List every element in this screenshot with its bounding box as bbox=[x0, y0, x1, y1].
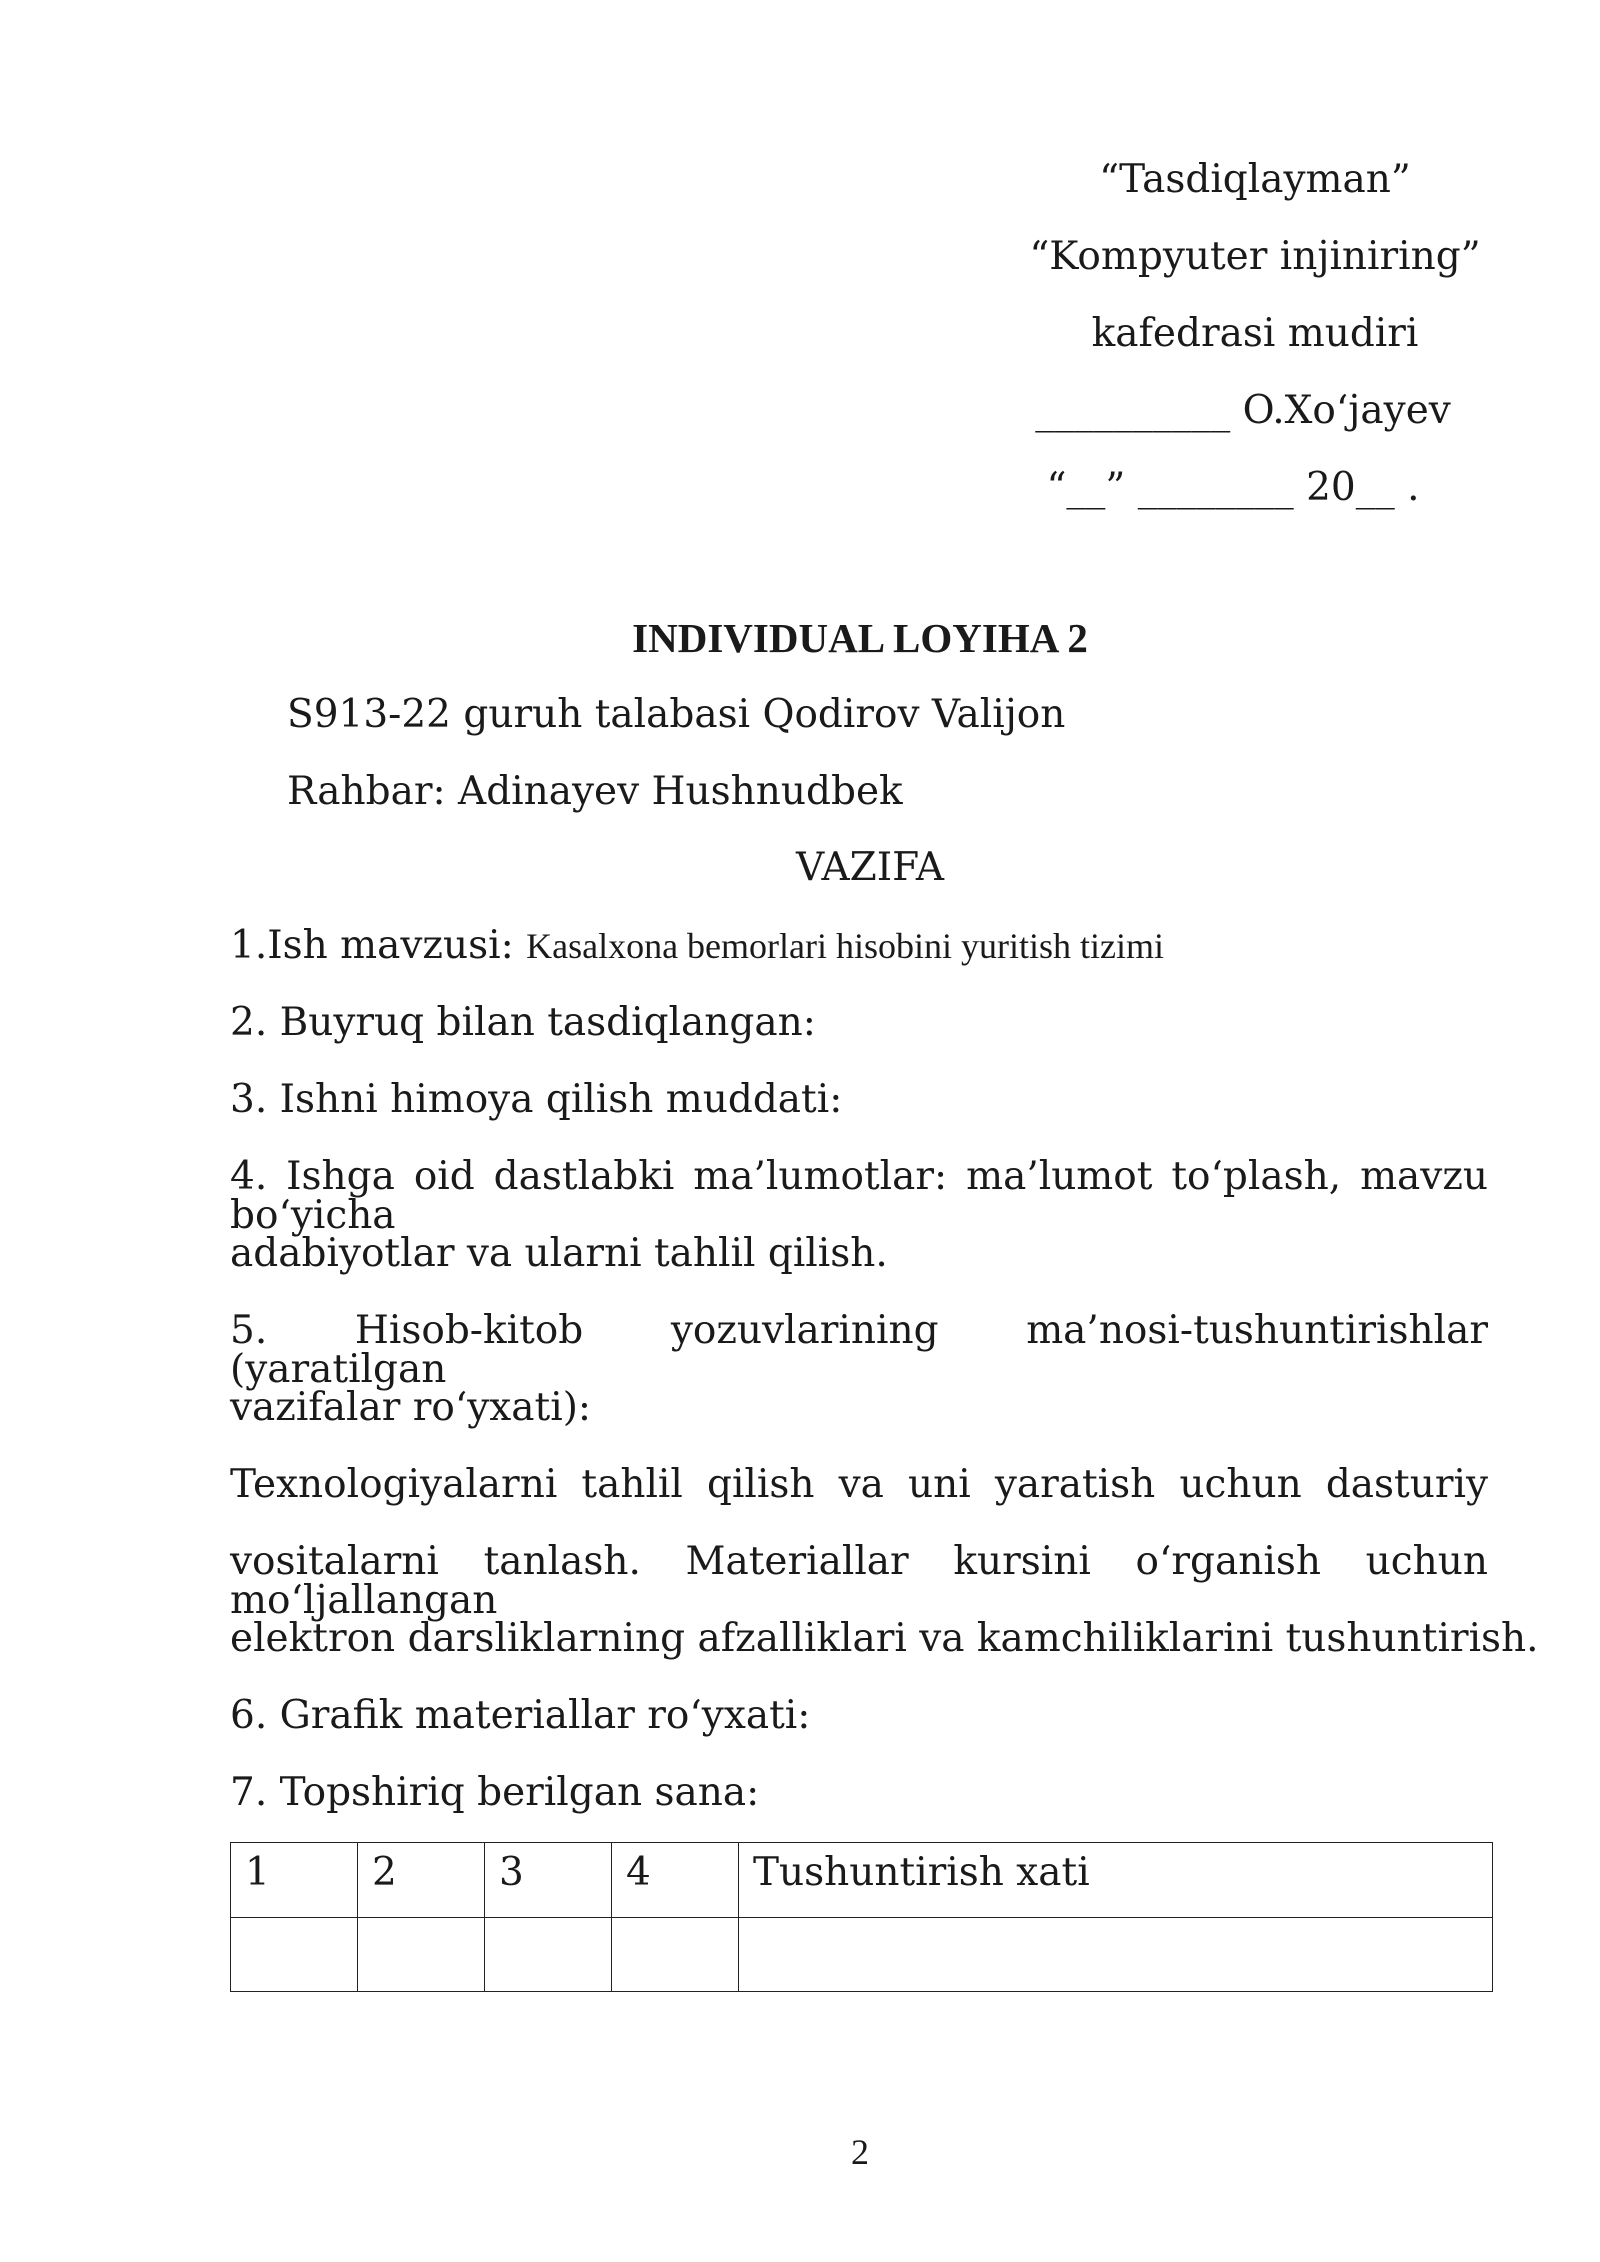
approval-signature-line: __________ O.Xo‘jayev bbox=[1035, 388, 1451, 433]
schedule-table bbox=[230, 1842, 1493, 1992]
item-4-line-2: adabiyotlar va ularni tahlil qilish. bbox=[230, 1231, 888, 1276]
student-line: S913-22 guruh talabasi Qodirov Valijon bbox=[287, 692, 1066, 737]
table-cell bbox=[485, 1917, 612, 1992]
item-5-line-2: vazifalar ro‘yxati): bbox=[230, 1385, 592, 1430]
item-2: 2. Buyruq bilan tasdiqlangan: bbox=[230, 1000, 816, 1045]
item-3: 3. Ishni himoya qilish muddati: bbox=[230, 1077, 843, 1122]
approval-position: kafedrasi mudiri bbox=[1091, 311, 1419, 356]
approval-title: “Tasdiqlayman” bbox=[1099, 157, 1411, 202]
table-header-cell: Tushuntirish xati bbox=[739, 1843, 1493, 1918]
table-cell bbox=[358, 1917, 485, 1992]
paragraph-line-3: elektron darsliklarning afzalliklari va kamchiliklarini tushuntirish. bbox=[230, 1616, 1539, 1661]
approval-date-line: “__” ________ 20__ . bbox=[1046, 465, 1420, 510]
paragraph-line-1: Texnologiyalarni tahlil qilish va uni yaratish uchun dasturiy bbox=[230, 1462, 1488, 1507]
item-1-value: Kasalxona bemorlari hisobini yuritish tizimi bbox=[526, 926, 1165, 966]
paragraph-line-2: vositalarni tanlash. Materiallar kursini o‘rganish uchun mo‘ljallangan bbox=[230, 1539, 1488, 1623]
table-cell bbox=[231, 1917, 358, 1992]
item-5-line-1: 5. Hisob-kitob yozuvlarining ma’nosi-tushuntirishlar (yaratilgan bbox=[230, 1308, 1488, 1392]
table-row bbox=[231, 1917, 1493, 1992]
document-title: INDIVIDUAL LOYIHA 2 bbox=[632, 615, 1088, 661]
table-header-cell: 2 bbox=[358, 1843, 485, 1918]
table-header-cell: 1 bbox=[231, 1843, 358, 1918]
table-header-cell: 4 bbox=[612, 1843, 739, 1918]
table-header-cell: 3 bbox=[485, 1843, 612, 1918]
item-6: 6. Grafik materiallar ro‘yxati: bbox=[230, 1693, 811, 1738]
table-header-row bbox=[231, 1843, 1493, 1918]
item-1 bbox=[230, 923, 1165, 968]
page-number: 2 bbox=[851, 2132, 869, 2172]
item-7: 7. Topshiriq berilgan sana: bbox=[230, 1770, 760, 1815]
table-cell bbox=[739, 1917, 1493, 1992]
item-1-label: 1.Ish mavzusi: bbox=[230, 923, 527, 968]
task-heading: VAZIFA bbox=[795, 845, 945, 890]
item-4-line-1: 4. Ishga oid dastlabki ma’lumotlar: ma’lumot to‘plash, mavzu bo‘yicha bbox=[230, 1154, 1488, 1238]
approval-department: “Kompyuter injiniring” bbox=[1029, 234, 1481, 279]
table-cell bbox=[612, 1917, 739, 1992]
supervisor-line: Rahbar: Adinayev Hushnudbek bbox=[287, 769, 903, 814]
